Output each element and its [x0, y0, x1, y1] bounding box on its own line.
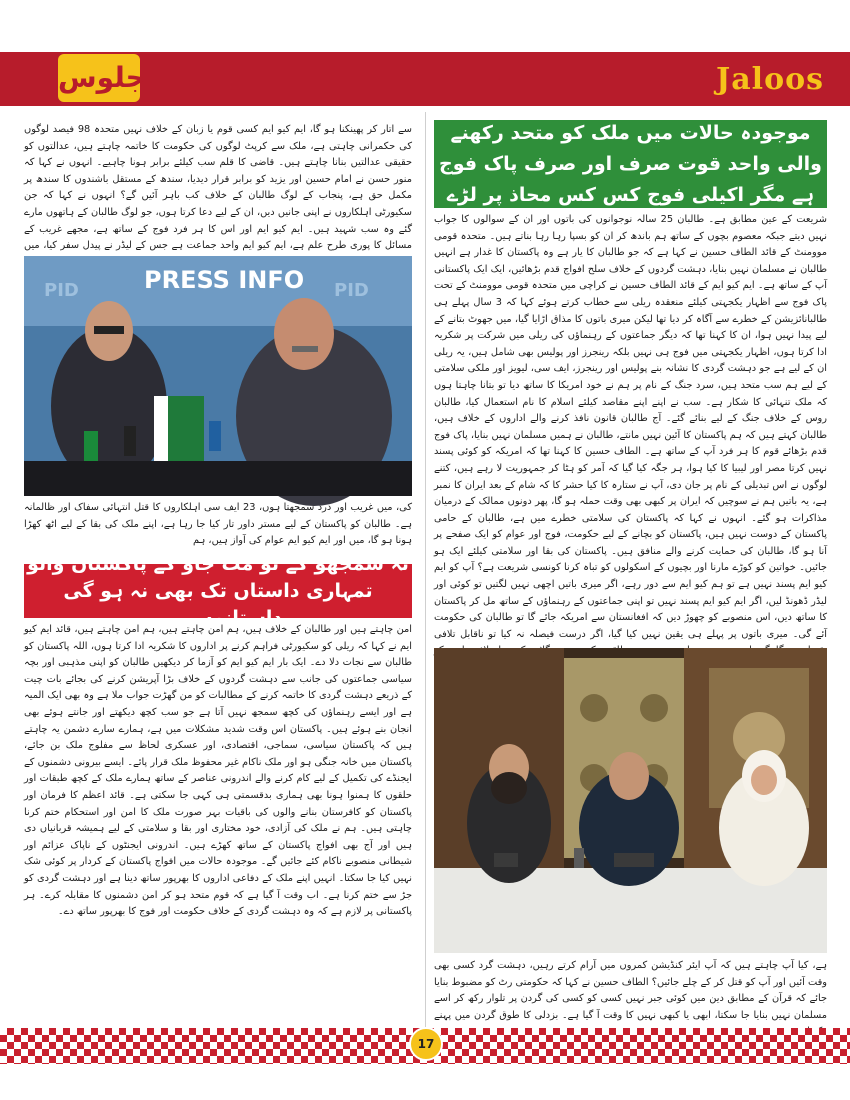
- meeting-photo-image: [434, 648, 827, 953]
- article-body-left: سے اتار کر پھینکنا ہو گا، ایم کیو ایم کسی قوم یا زبان کے خلاف نہیں متحدہ 98 فیصد لوگوں کی حکمرانی چاہتی ہے، ملک سے کرپٹ لوگوں کی حکومت کا خاتمہ چاہتے ہیں، عدالتوں کو حقیقی عدالتیں بنانا چاہتے ہیں۔ قاضی کا قلم سب کیلئے برابر ہونا چاہیے۔ انہوں نے کہا کہ منور حسن نے امام حسین اور یزید کو برابر قرار دیدیا، سندھ کے مستقل باشندوں کا سندھ پر مکمل حق ہے، پنجاب کے لوگ طالبان کے خلاف کب باہر آئیں گے؟ انہوں نے کہا کہ جن سکیورٹی اہلکاروں نے اپنی جانیں دیں، ان کے لیے دعا کرتا ہوں، جو لوگ طالبان کے ہاتھوں مارے گئے وہ سب شہید ہیں۔ ایم کیو ایم اور اس کا ہر فرد فوج کے ساتھ ہے، مجھے غریب کے مسائل کا پوری طرح علم ہے، ایم کیو ایم واحد جماعت ہے جس کے لیڈر نے پیدل سفر کیا، میں: [24, 124, 412, 252]
- press-info-banner: PRESS INFO: [144, 266, 305, 294]
- page-number-badge: 17: [409, 1027, 443, 1061]
- article-body-right: شریعت کے عین مطابق ہے۔ طالبان 25 سالہ نوجوانوں کی باتوں اور ان کے سوالوں کا جواب نہیں دیتے جبکہ معصوم بچوں کے ساتھ ہم باندھ کر ان کو بسپا رہا رہا بناتے ہیں۔ متحدہ قومی موومنٹ کے قائد الطاف حسین نے کہا ہے کہ جو طالبان کا یار ہے وہ پاکستان کا غدار ہے انہیں طالبان نے مسلمان نہیں بنایا، دہشت گردوں کے خلاف سلح افواج قدم بڑھائیں، ایک ایک پاکستانی آپ کے ساتھ ہے۔ ایم کیو ایم کے قائد الطاف حسین نے کراچی میں متحدہ قومی موومنٹ کے تحت پاک فوج سے اظہار یکجہتی کیلئے منعقدہ ریلی سے خطاب کرتے ہوئے کہا کہ 3 سال پہلے ہی طالبانائزیشن کے خطرے سے آگاہ کر دیا تھا لیکن میری باتوں کا مذاق اڑایا گیا، میں جھوٹ بتانے کے لیے پیدا نہیں ہوا، ان کا کہنا تھا کہ دیگر جماعتوں کے رہنماؤں کی ریلی میں شرکت پر شکریہ ادا کرتا ہوں، اظہار یکجہتی میں فوج ہی نہیں بلکہ رینجرز اور پولیس بھی شامل ہیں، یہ ریلی ان کے لیے ہے جو دہشت گردی کا نشانہ بنے پولیس اور رینجرز، ایف سی، لیویز اور ملکی سلامتی کے لیے ہم سب متحد ہیں، سرد جنگ کے نام پر ہم نے خود امریکا کا ساتھ دیا تو بتانا چاہتا ہوں کہ ملک تنہائی کا شکار ہے۔ سب نے اپنے اپنے مقاصد کیلئے اسلام کا نام استعمال کیا، طالبان روس کے خلاف جنگ کے لیے بنائے گئے۔ آج طالبان قانون نافذ کرنے والے اداروں کے خلاف ہیں، طالبان کہتے ہیں کہ ہم پاکستان کا آئین نہیں مانتے، طالبان نے ہمیں مسلمان نہیں بنایا، پاک فوج قدم بڑھائے قوم کا ہر فرد آپ کے ساتھ ہے۔ الطاف حسین کا کہنا تھا کہ امریکہ کو کوئی پسند نہیں کرتا مصر اور لیبیا کا کیا ہوا، ہر جگہ کیا گیا کہ آمر کو ہٹا کر جمہوریت لا رہے ہیں، کتنے لوگوں نے اس تبدیلی کے نام پر جان دی، آپ نے ستارہ کا کیا حشر کا کہ شام کے بعد ایران کا نمبر ہے، یہ باتیں ہم نے سوچیں کہ ایران پر کبھی بھی وقت حملہ ہو گا، پھر دونوں ممالک کے درمیان مذاکرات ہو گئے۔ انہوں نے کہا کہ پاکستان کی سلامتی خطرے میں ہے، طالبان کے حامی پاکستان کے دوست نہیں ہیں، پاکستان کو بچانے کے لیے حکومت، فوج اور عوام کو ایک صفحے پر آنا ہو گا، طالبان کی حمایت کرنے والے منافق ہیں۔ پاکستان کی بقا اور سلامتی کیلئے ایک ہو جائیں۔ خواتین کو کوڑے مارنا اور بچیوں کے اسکولوں کو تباہ کرنا کونسی شریعت ہے؟ آپ کو ایم کیو ایم پسند نہیں ہے تو ہم کیو ایم سے دور رہے، اگر میری باتیں اچھی نہیں لگتیں تو کوئی اور لیڈر ڈھونڈ لیں، اگر ایم کیو ایم پسند نہیں تو اپنی جماعتوں کے رہنماؤں کے ساتھ مل کر پاکستان کا ساتھ دیں، اس منصوبے کو چھوڑ دیں کہ افغانستان سے امریکہ جائے گا تو طالبان کی حکومت آئے گی۔ میری باتوں پر پہلے ہی یقین نہیں کیا گیا، اگر درست فیصلہ نہ کیا تو ناقابل تلافی: [434, 214, 827, 640]
- main-headline: موجودہ حالات میں ملک کو متحد رکھنے والی واحد قوت صرف اور صرف پاک فوج ہے مگر اکیلی فوج کس کس محاذ پر لڑے: [434, 120, 827, 208]
- article-body-left-bottom: امن چاہتے ہیں اور طالبان کے خلاف ہیں، ہم امن چاہتے ہیں، ہم امن چاہتے ہیں، قائد ایم کیو ایم نے کہا کہ ریلی کو سکیورٹی فراہم کرنے پر اداروں کا شکریہ ادا کرتا ہوں، اللہ پاکستان کو طالبان سے نجات دلا دے۔ ایک بار ایم کیو ایم کو آزما کر دیکھیں طالبان کو اپنی مذہبی اور بچہ سیاسی جماعتوں کی جانب سے دہشت گردوں کے خلاف بڑا آپریشن کرنے کی بجائے بات چیت کے ذریعے دہشت گردی کا خاتمہ کرنے کے مطالبات کو من گھڑت جواب ملا ہے وہ بھی ایک المیہ ہے اور ایسے رہنماؤں کی کچھ سمجھ نہیں آتا ہے جو سب کچھ دیکھتے اور جانتے ہوئے بھی انجان بنے ہوئے ہیں۔ پاکستان اس وقت شدید مشکلات میں ہے، ہمارے سارے دشمن یہ چاہتے ہیں کہ پاکستان سیاسی، سماجی، اقتصادی، اور عسکری لحاظ سے مفلوج ملک بن جائے، پاکستان میں خانہ جنگی ہو اور ملک ناکام غیر محفوظ ملک قرار پائے۔ ایسے بیرونی دشمنوں کے ایجنڈے کی تکمیل کے لیے کام کرنے والے اندرونی عناصر کے ساتھ ہمارے ملک کے کچھ طبقات اور حلقوں کا ہمنوا ہونا بھی ہماری بدقسمتی ہی کہی جا سکتی ہے۔ قائد اعظم کا فرمان اور پاکستان کو کافرستان بنانے والوں کی باقیات بہر صورت ملک کا امن اور استحکام ختم کرنا چاہتی ہیں۔ ہم نے ملک کی آزادی، خود مختاری اور بقا و سلامتی کے لیے ہمیشہ قربانیاں دی ہیں اور آج بھی افواج پاکستان کے ساتھ کھڑے ہیں۔ اندرونی ایجنٹوں کے ناپاک عزائم اور شیطانی منصوبے ناکام کئے جائیں گے۔ موجودہ حالات میں افواج پاکستان کے کردار پر کوئی شک نہیں کیا جا سکتا۔ انہیں اپنے ملک کے دفاعی اداروں کا بھرپور ساتھ دینا ہے اور دہشت گردی کو جڑ سے ختم کرنا ہے۔ اب وقت آ گیا ہے کہ قوم متحد ہو کر امن دشمنوں کا مقابلہ کرے۔ ہر پاکستانی پر لازم ہے کہ وہ دہشت گردی کے خلاف حکومت اور فوج کا بھرپور ساتھ دے۔: [24, 624, 412, 918]
- meeting-photo: [434, 648, 827, 953]
- brand-title-english: Jaloos: [716, 62, 824, 97]
- poem-headline: نہ سمجھو گے تو مٹ جاؤ گے پاکستان والو تمہاری داستاں تک بھی نہ ہو گی داستانوں میں: [24, 564, 412, 618]
- backdrop-sign-text-2: PID: [334, 280, 369, 301]
- footer-blank: [0, 1064, 850, 1100]
- article-body-left-mid: کی، میں غریب اور درد سمجھتا ہوں، 23 ایف سی اہلکاروں کا قتل انتہائی سفاک اور ظالمانہ ہے۔ طالبان کو پاکستان کے لیے مستر داور تار کیا جا رہا ہے، اپنے ملک کی بقا کے لیے اٹھ کھڑا ہونا ہو گا، میں اور ایم کیو ایم عوام کی آواز ہیں، ہم: [24, 502, 412, 547]
- brand-logo-urdu: جلوس: [58, 54, 140, 102]
- article-body-right-end: ہے، کیا آپ چاہتے ہیں کہ آپ ایئر کنڈیشن کمروں میں آرام کرتے رہیں، دہشت گرد کسی بھی وقت آئیں اور آپ کو قتل کر کے چلے جائیں؟ الطاف حسین نے کہا کہ حکومتی رٹ کو مضبوط بنایا جائے کہ قرآن کے مطابق دین میں کوئی جبر نہیں کسی کو کسی کی گردن پر تلوار رکھ کر اسے مسلمان نہیں بنایا جا سکتا، ابھی یا کبھی نہیں کا وقت آ گیا ہے۔ بزدلی کا طوق گردن میں پہنے: [434, 960, 827, 1021]
- press-conference-photo-image: [24, 256, 412, 496]
- backdrop-sign-text: PID: [44, 280, 79, 301]
- column-divider: [425, 112, 426, 1040]
- press-conference-photo: [24, 256, 412, 496]
